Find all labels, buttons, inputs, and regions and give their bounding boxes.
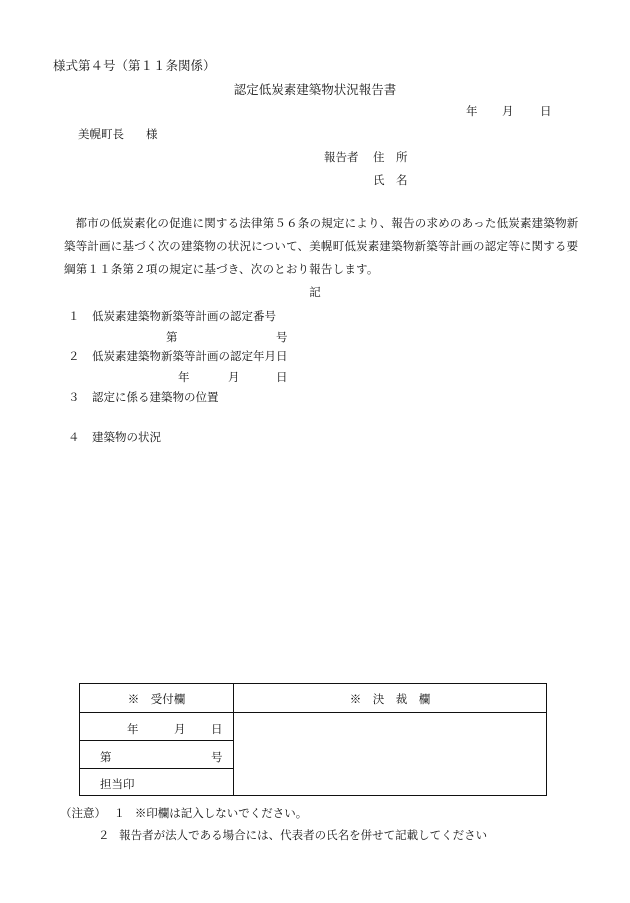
reception-header: ※ 受付欄: [127, 692, 186, 706]
item-2-year: 年: [178, 370, 190, 384]
reception-date-year: 年: [127, 722, 139, 736]
item-1-number: １: [68, 309, 80, 323]
reception-number-gou: 号: [211, 750, 223, 764]
addressee: [78, 126, 158, 142]
report-date-month: 月: [502, 104, 514, 118]
notes: [60, 802, 487, 846]
body-paragraph: [64, 212, 584, 281]
item-3-number: ３: [68, 390, 80, 404]
item-2-month: 月: [228, 370, 240, 384]
report-date-day: 日: [540, 104, 552, 118]
stamp-table: [79, 683, 547, 796]
item-1-text: 低炭素建築物新築等計画の認定番号: [92, 309, 276, 323]
reporter-label: 報告者: [324, 150, 359, 164]
addressee-honorific: 様: [146, 127, 158, 141]
note-1-text: ※印欄は記入しないでください。: [134, 806, 308, 820]
item-2-number: ２: [68, 349, 80, 363]
reception-date-day: 日: [211, 722, 223, 736]
page-title: 認定低炭素建築物状況報告書: [233, 82, 397, 97]
item-4-number: ４: [68, 430, 80, 444]
item-2-text: 低炭素建築物新築等計画の認定年月日: [92, 349, 288, 363]
report-date-year: 年: [466, 104, 478, 118]
table-header-divider: [80, 712, 546, 713]
item-1-dai: 第: [166, 330, 178, 344]
table-row-divider: [80, 740, 233, 741]
decision-header: ※ 決 裁 欄: [349, 692, 431, 706]
note-1: [60, 802, 487, 824]
reporter-name-label: 氏 名: [373, 173, 408, 187]
handler-seal-label: 担当印: [100, 777, 135, 791]
item-2-day: 日: [276, 370, 288, 384]
note-2: [60, 824, 487, 846]
item-1-gou: 号: [276, 330, 288, 344]
body-paragraph-text: 都市の低炭素化の促進に関する法律第５６条の規定により、報告の求めのあった低炭素建築物新築等計画に基づく次の建築物の状況について、美幌町低炭素建築物新築等計画の認定等に関する要綱第１１条第２項の規定に基づき、次のとおり報告します。: [64, 216, 579, 276]
note-2-text: 報告者が法人である場合には、代表者の氏名を併せて記載してください: [119, 828, 488, 842]
addressee-name: 美幌町長: [78, 127, 124, 141]
reporter-address-label: 住 所: [373, 150, 408, 164]
item-3-text: 認定に係る建築物の位置: [92, 390, 219, 404]
note-1-number: １: [113, 806, 126, 820]
form-number: 様式第４号（第１１条関係）: [53, 58, 216, 73]
ki-heading: 記: [309, 285, 321, 299]
item-4-text: 建築物の状況: [92, 430, 161, 444]
note-2-number: ２: [98, 828, 110, 842]
notes-label: （注意）: [60, 806, 106, 820]
reception-number-dai: 第: [100, 750, 112, 764]
table-row-divider: [80, 768, 233, 769]
reception-date-month: 月: [174, 722, 186, 736]
